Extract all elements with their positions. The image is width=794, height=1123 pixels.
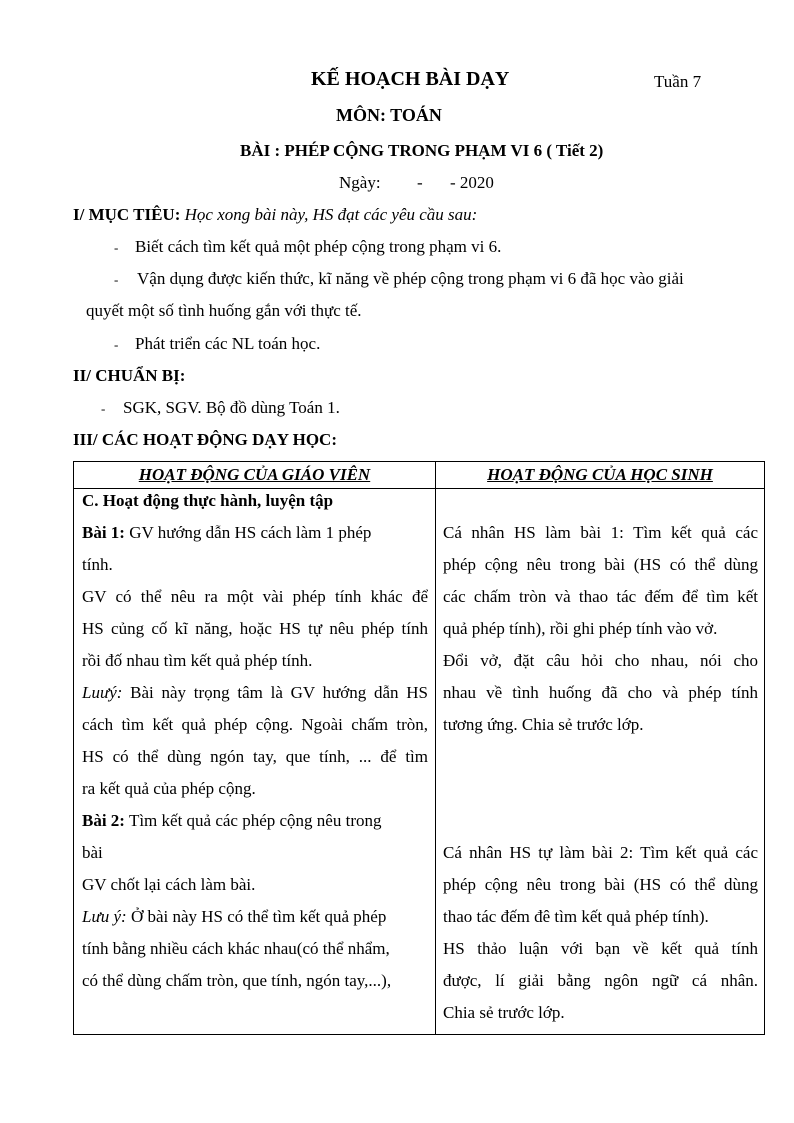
objectives-heading: I/ MỤC TIÊU: [73, 205, 181, 224]
objective-item: Phát triển các NL toán học. [135, 334, 321, 353]
exercise-2-line: Bài 2: Tìm kết quả các phép cộng nêu trong [82, 811, 382, 830]
objective-item: Biết cách tìm kết quả một phép cộng trong phạm vi 6. [135, 237, 502, 256]
student-text: được, lí giải bằng ngôn ngữ cá nhân. [443, 971, 758, 990]
teacher-text: có thể dùng chấm tròn, que tính, ngón tay,...), [82, 971, 392, 990]
student-column-header: HOẠT ĐỘNG CỦA HỌC SINH [487, 465, 713, 484]
note-2-line: Lưu ý: Ở bài này HS có thể tìm kết quả phép [82, 907, 387, 926]
note-1-label: Luưý: [82, 683, 123, 702]
teacher-text: bài [82, 843, 103, 862]
teacher-text: rồi đố nhau tìm kết quả phép tính. [82, 651, 313, 670]
teacher-text: cách tìm kết quả phép cộng. Ngoài chấm tròn, [82, 715, 428, 734]
student-text: thao tác đếm đê tìm kết quả phép tính). [443, 907, 709, 926]
student-text: HS thảo luận với bạn về kết quả tính [443, 939, 758, 958]
teacher-text: GV chốt lại cách làm bài. [82, 875, 256, 894]
column-divider [435, 462, 436, 1034]
student-text: Đổi vở, đặt câu hỏi cho nhau, nói cho [443, 651, 758, 670]
student-cell-2 [443, 837, 758, 1029]
bullet-dash: - [114, 337, 119, 352]
objectives-intro: Học xong bài này, HS đạt các yêu cầu sau: [184, 205, 478, 224]
student-text: Chia sẻ trước lớp. [443, 1003, 565, 1022]
student-text: phép cộng nêu trong bài (HS có thể dùng [443, 555, 758, 574]
teacher-cell [82, 485, 428, 997]
teacher-text: HS có thể dùng ngón tay, que tính, ... để tìm [82, 747, 428, 766]
teacher-text: ra kết quả của phép cộng. [82, 779, 256, 798]
week-label: Tuần 7 [654, 72, 702, 91]
date-separator: - [417, 173, 423, 192]
section-heading: C. Hoạt động thực hành, luyện tập [82, 491, 334, 510]
teacher-text: GV có thể nêu ra một vài phép tính khác để [82, 587, 428, 606]
objective-item-continued: quyết một số tình huống gắn với thực tế. [86, 301, 362, 320]
exercise-1-line: Bài 1: GV hướng dẫn HS cách làm 1 phép [82, 523, 372, 542]
student-text: quả phép tính), rồi ghi phép tính vào vở. [443, 619, 718, 638]
teacher-text: tính bằng nhiều cách khác nhau(có thể nhẩm, [82, 939, 390, 958]
student-text: Cá nhân HS làm bài 1: Tìm kết quả các [443, 523, 758, 542]
student-text: nhau về tình huống đã cho và phép tính [443, 683, 758, 702]
activities-table [73, 461, 765, 1035]
objectives-line [73, 205, 477, 225]
activities-heading: III/ CÁC HOẠT ĐỘNG DẠY HỌC: [73, 430, 337, 449]
student-text: phép cộng nêu trong bài (HS có thể dùng [443, 875, 758, 894]
teacher-text: tính. [82, 555, 113, 574]
exercise-1-label: Bài 1: [82, 523, 125, 542]
exercise-2-label: Bài 2: [82, 811, 125, 830]
lesson-title: BÀI : PHÉP CỘNG TRONG PHẠM VI 6 ( Tiết 2) [240, 141, 604, 160]
objective-item: Vận dụng được kiến thức, kĩ năng về phép cộng trong phạm vi 6 đã học vào giải [137, 269, 684, 288]
bullet-dash: - [114, 272, 119, 287]
note-1-line: Luưý: Bài này trọng tâm là GV hướng dẫn HS [82, 683, 429, 702]
subject-title: MÔN: TOÁN [336, 105, 442, 125]
preparation-item: SGK, SGV. Bộ đồ dùng Toán 1. [123, 398, 340, 417]
preparation-heading: II/ CHUẨN BỊ: [73, 366, 186, 385]
student-cell-1 [443, 517, 758, 741]
teacher-text: HS củng cố kĩ năng, hoặc HS tự nêu phép tính [82, 619, 428, 638]
student-text: các chấm tròn và thao tác đếm để tìm kết [443, 587, 758, 606]
document-title: KẾ HOẠCH BÀI DẠY [311, 68, 510, 90]
date-year: - 2020 [450, 173, 494, 192]
note-2-label: Lưu ý: [82, 907, 127, 926]
date-label: Ngày: [339, 173, 381, 192]
bullet-dash: - [101, 401, 106, 416]
teacher-column-header: HOẠT ĐỘNG CỦA GIÁO VIÊN [138, 465, 371, 484]
student-text: Cá nhân HS tự làm bài 2: Tìm kết quả các [443, 843, 758, 862]
bullet-dash: - [114, 240, 119, 255]
student-text: tương ứng. Chia sẻ trước lớp. [443, 715, 644, 734]
